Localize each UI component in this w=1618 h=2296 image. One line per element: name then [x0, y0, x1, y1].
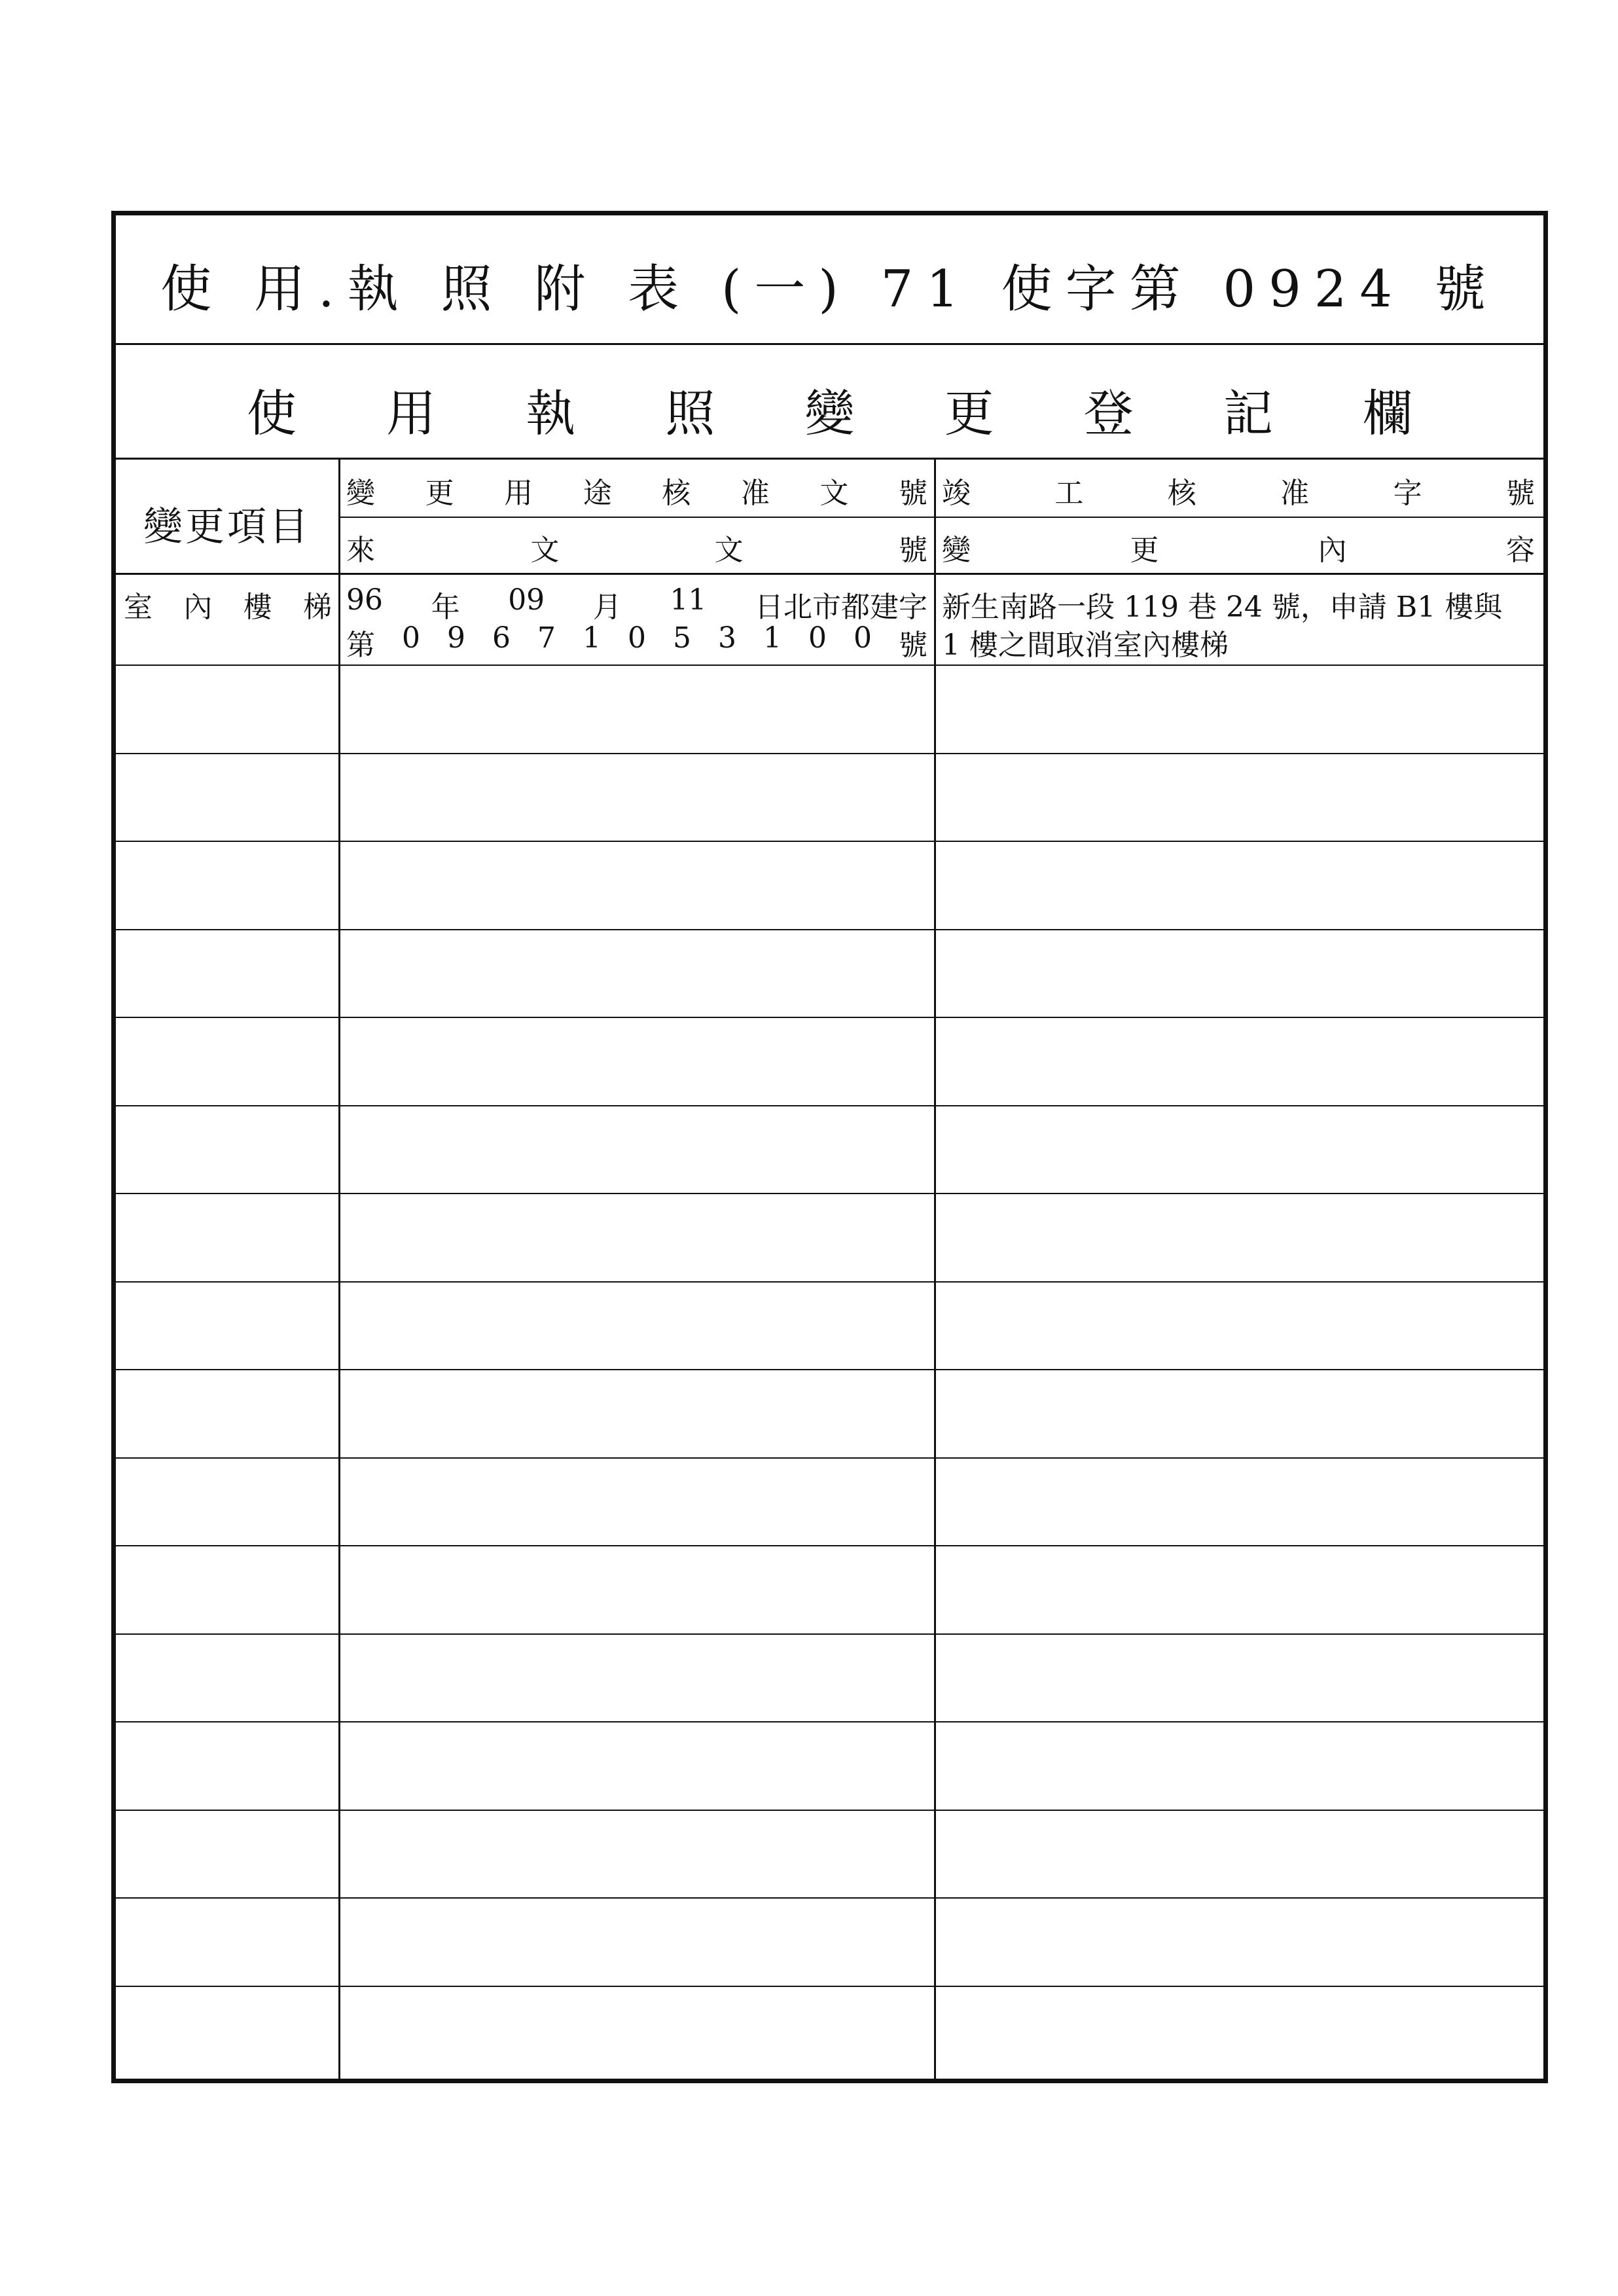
row-divider [116, 1281, 1543, 1283]
section-title-char: 使 [247, 384, 297, 443]
entry-doc-token: 0 [854, 621, 872, 655]
header-char: 文 [530, 534, 560, 567]
section-title-char: 更 [944, 384, 994, 443]
header-char: 竣 [942, 477, 971, 510]
entry-doc-token: 09 [508, 583, 545, 617]
header-completion-no [942, 469, 1535, 511]
entry-item-char: 樓 [243, 591, 272, 624]
row-divider [116, 1897, 1543, 1899]
section-title-char: 執 [526, 384, 576, 443]
header-char: 號 [1505, 477, 1535, 510]
row-divider [116, 1193, 1543, 1194]
header-char: 文 [714, 534, 744, 567]
header-char: 號 [898, 477, 927, 510]
entry-doc-token: 1 [763, 621, 782, 655]
section-title-char: 照 [665, 384, 715, 443]
section-title [116, 374, 1543, 443]
header-incoming-no [346, 526, 927, 568]
entry-doc-token: 5 [673, 621, 691, 655]
entry-doc-token: 日北市都建字 [754, 591, 927, 624]
row-divider [116, 753, 1543, 754]
entry-doc-token: 號 [899, 629, 927, 662]
header-change-content [942, 526, 1535, 568]
entry-item-char: 梯 [302, 591, 332, 624]
row-divider [116, 1017, 1543, 1018]
row-divider [116, 1721, 1543, 1722]
entry-doc-token: 7 [537, 621, 556, 655]
header-change-item: 變更項目 [143, 504, 311, 550]
header-char: 工 [1054, 477, 1084, 510]
entry-content-line-2: 1 樓之間取消室內樓梯 [942, 629, 1229, 662]
section-title-char: 記 [1223, 384, 1273, 443]
entry-content-line-1: 新生南路一段 119 巷 24 號，申請 B1 樓與 [942, 591, 1503, 624]
header-approval-no [346, 469, 927, 511]
header-char: 變 [346, 477, 375, 510]
header-char: 途 [583, 477, 612, 510]
entry-doc-token: 9 [447, 621, 465, 655]
row-divider [116, 665, 1543, 666]
form-title: 使 用.執 照 附 表 (一) 71 使字第 0924 號 [160, 260, 1499, 319]
header-char: 文 [819, 477, 849, 510]
entry-doc-token: 0 [628, 621, 646, 655]
header-divider-mid [338, 517, 1543, 518]
entry-doc-token: 月 [592, 591, 622, 624]
entry-doc-token: 年 [431, 591, 460, 624]
header-char: 核 [662, 477, 691, 510]
row-divider [116, 1545, 1543, 1546]
title-row [116, 215, 1543, 345]
header-char: 核 [1167, 477, 1196, 510]
registration-table-frame [111, 211, 1548, 2083]
header-char: 准 [1280, 477, 1310, 510]
header-char: 准 [740, 477, 770, 510]
subtitle-row [116, 345, 1543, 460]
section-title-char: 用 [386, 384, 437, 443]
column-divider-1 [338, 460, 340, 2079]
row-divider [116, 841, 1543, 842]
entry-item [124, 583, 332, 625]
header-char: 更 [425, 477, 454, 510]
header-char: 容 [1505, 534, 1535, 567]
section-title-char: 登 [1083, 384, 1134, 443]
row-divider [116, 929, 1543, 930]
row-divider [116, 1105, 1543, 1106]
entry-doc-line-1 [346, 583, 927, 625]
header-char: 更 [1130, 534, 1159, 567]
entry-doc-token: 0 [808, 621, 827, 655]
entry-doc-token: 11 [670, 583, 707, 617]
header-char: 內 [1318, 534, 1347, 567]
section-title-char: 變 [804, 384, 855, 443]
entry-doc-token: 0 [402, 621, 420, 655]
row-divider [116, 1810, 1543, 1811]
row-divider [116, 1369, 1543, 1370]
header-char: 用 [504, 477, 533, 510]
entry-doc-token: 1 [583, 621, 601, 655]
entry-doc-token: 第 [346, 629, 375, 662]
entry-doc-line-2 [346, 621, 927, 663]
entry-doc-token: 6 [492, 621, 511, 655]
header-char: 來 [346, 534, 375, 567]
row-divider [116, 1986, 1543, 1987]
entry-item-char: 內 [183, 591, 213, 624]
header-char: 號 [898, 534, 927, 567]
header-char: 字 [1393, 477, 1422, 510]
entry-doc-token: 3 [718, 621, 736, 655]
row-divider [116, 1457, 1543, 1459]
section-title-char: 欄 [1363, 384, 1412, 443]
row-divider [116, 1633, 1543, 1635]
entry-doc-token: 96 [346, 583, 383, 617]
column-divider-2 [934, 460, 936, 2079]
header-char: 變 [942, 534, 971, 567]
entry-item-char: 室 [124, 591, 153, 624]
